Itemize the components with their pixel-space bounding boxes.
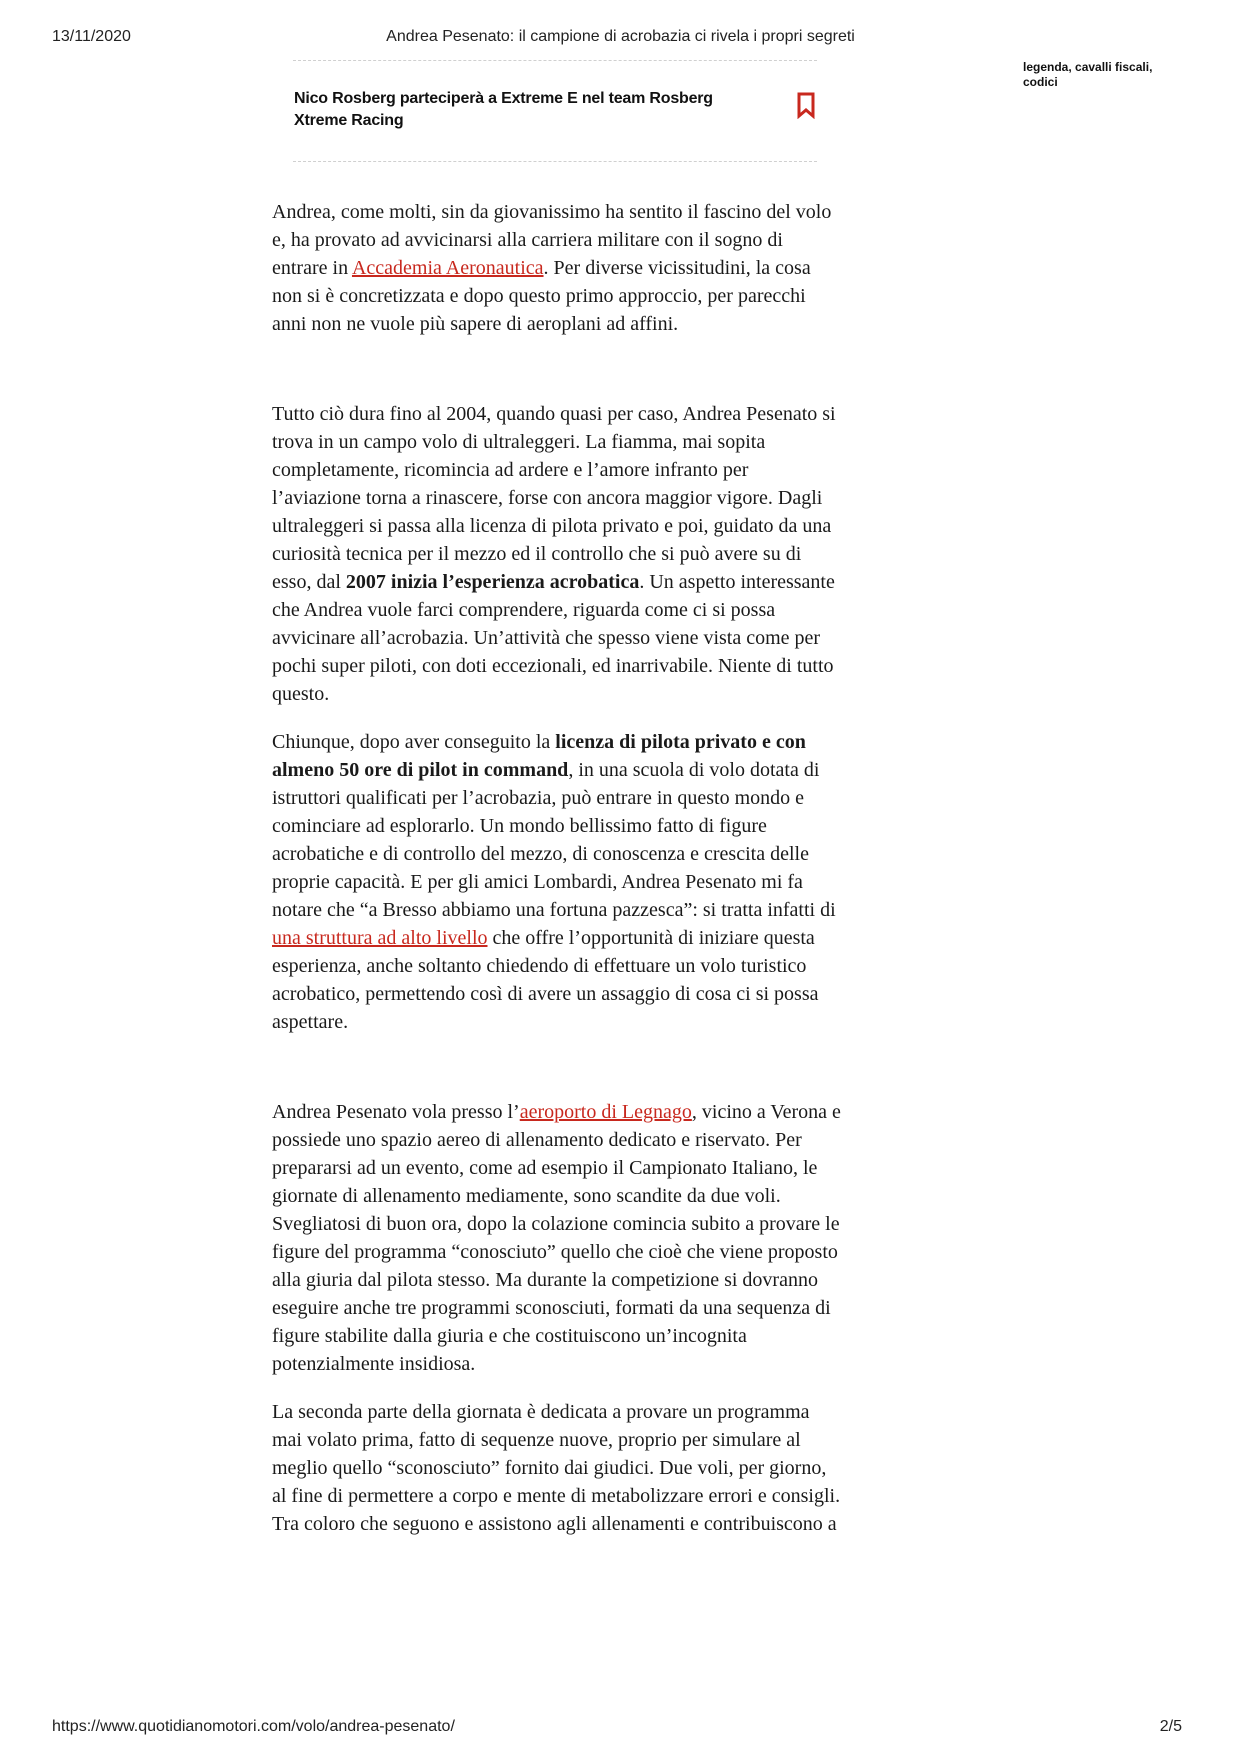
- article-paragraph: La seconda parte della giornata è dedicata a provare un programma mai volato prima, fatto di sequenze nuove, proprio per simulare al meglio quello “sconosciuto” fornito dai giudici. Due voli, per giorno, al fine di permettere a corpo e mente di metabolizzare errori e consigli. Tra coloro che seguono e assistono agli allenamenti e contribuiscono a: [272, 1401, 841, 1535]
- link-struttura-alto-livello[interactable]: una struttura ad alto livello: [272, 927, 488, 949]
- bold-highlight: 2007 inizia l’esperienza acrobatica: [345, 571, 640, 593]
- article-paragraph: Tutto ciò dura fino al 2004, quando quasi per caso, Andrea Pesenato si trova in un campo volo di ultraleggeri. La fiamma, mai sopita completamente, ricomincia ad ardere e l’amore infranto per l’aviazione torna a rinascere, forse con ancora maggior vigore. Dagli ultraleggeri si passa alla licenza di pilota privato e poi, guidato da una curiosità tecnica per il mezzo ed il controllo che si può avere su di esso, dal 2007 inizia l’esperienza acrobatica. Un aspetto interessante che Andrea vuole farci comprendere, riguarda come ci si possa avvicinare all’acrobazia. Un’attività che spesso viene vista come per pochi super piloti, con doti eccezionali, ed inarrivabile. Niente di tutto questo.: [272, 403, 836, 705]
- article-body: [272, 198, 842, 1538]
- related-article-card[interactable]: [293, 60, 817, 162]
- bold-highlight: licenza di pilota privato e con almeno 50 ore di pilot in command: [272, 731, 806, 781]
- article-paragraph: Andrea Pesenato vola presso l’aeroporto di Legnago, vicino a Verona e possiede uno spazio aereo di allenamento dedicato e riservato. Per prepararsi ad un evento, come ad esempio il Campionato Italiano, le giornate di allenamento mediamente, sono scandite da due voli. Svegliatosi di buon ora, dopo la colazione comincia subito a provare le figure del programma “conosciuto” quello che cioè che viene proposto alla giuria dal pilota stesso. Ma durante la competizione si dovranno eseguire anche tre programmi sconosciuti, formati da una sequenza di figure stabilite dalla giuria e che costituiscono un’incognita potenzialmente insidiosa.: [272, 1101, 841, 1375]
- article-paragraph: Andrea, come molti, sin da giovanissimo ha sentito il fascino del volo e, ha provato ad avvicinarsi alla carriera militare con il sogno di entrare in Accademia Aeronautica. Per diverse vicissitudini, la cosa non si è concretizzata e dopo questo primo approccio, per parecchi anni non ne vuole più sapere di aeroplani ad affini.: [272, 201, 832, 335]
- page-number: 2/5: [1159, 1718, 1182, 1735]
- print-date: 13/11/2020: [52, 28, 131, 45]
- print-url: https://www.quotidianomotori.com/volo/andrea-pesenato/: [52, 1718, 455, 1735]
- related-article-title[interactable]: Nico Rosberg parteciperà a Extreme E nel team Rosberg Xtreme Racing: [294, 90, 713, 129]
- side-links-snippet[interactable]: legenda, cavalli fiscali, codici: [1023, 60, 1153, 89]
- bookmark-icon[interactable]: [795, 91, 817, 119]
- link-aeroporto-legnago[interactable]: aeroporto di Legnago: [519, 1101, 692, 1123]
- article-paragraph: Chiunque, dopo aver conseguito la licenza di pilota privato e con almeno 50 ore di pilot in command, in una scuola di volo dotata di istruttori qualificati per l’acrobazia, può entrare in questo mondo e cominciare ad esplorarlo. Un mondo bellissimo fatto di figure acrobatiche e di controllo del mezzo, di conoscenza e crescita delle proprie capacità. E per gli amici Lombardi, Andrea Pesenato mi fa notare che “a Bresso abbiamo una fortuna pazzesca”: si tratta infatti di una struttura ad alto livello che offre l’opportunità di iniziare questa esperienza, anche soltanto chiedendo di effettuare un volo turistico acrobatico, permettendo così di avere un assaggio di cosa ci si possa aspettare.: [272, 731, 836, 1033]
- print-page-title: Andrea Pesenato: il campione di acrobazia ci rivela i propri segreti: [386, 28, 855, 45]
- link-accademia-aeronautica[interactable]: Accademia Aeronautica: [351, 257, 544, 279]
